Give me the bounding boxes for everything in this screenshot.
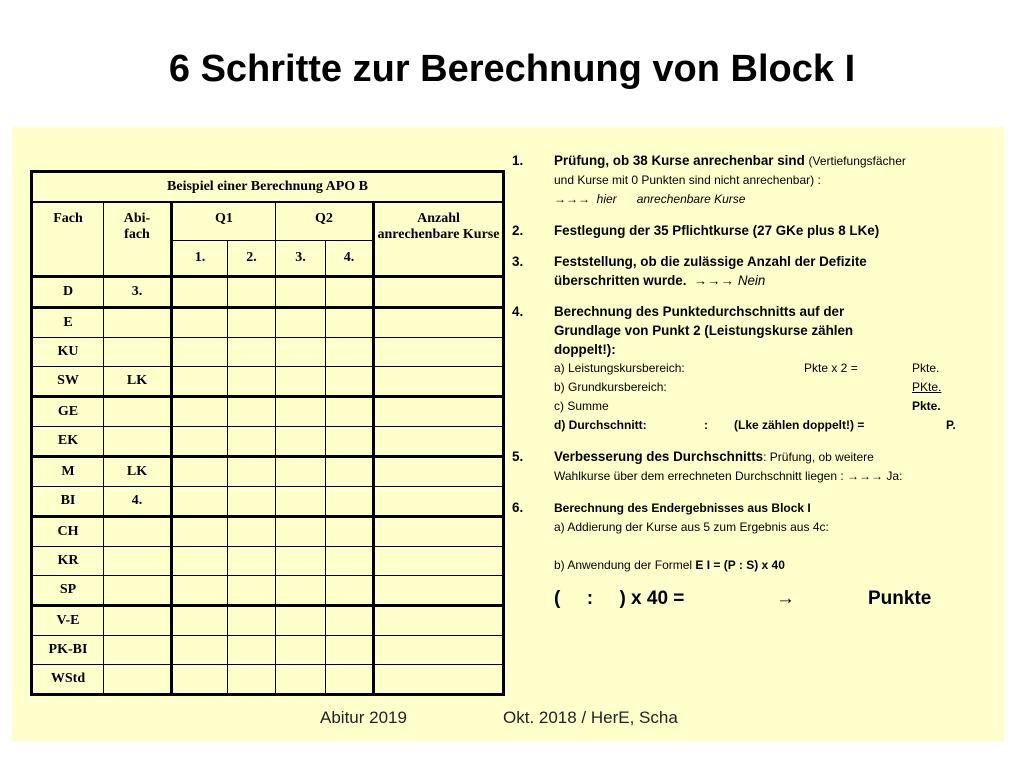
step-4c (512, 397, 1002, 416)
step-3 (512, 252, 1002, 271)
slide-title: 6 Schritte zur Berechnung von Block I (168, 48, 856, 90)
table-row (32, 636, 504, 665)
steps-list (512, 151, 1002, 608)
step-5-answer: Ja: (886, 469, 903, 483)
anzahl-cell (374, 487, 504, 517)
fach-cell: KU (32, 338, 104, 367)
step-1-heading: Prüfung, ob 38 Kurse anrechenbar sind (554, 153, 805, 168)
arrow-right-icon: → (776, 588, 795, 609)
step-6-heading: Berechnung des Endergebnisses aus Block I (554, 501, 811, 515)
fach-cell: BI (32, 487, 104, 517)
step-1-detail (512, 171, 1002, 190)
step-number: 5. (512, 449, 524, 464)
table-row (32, 547, 504, 576)
step-1-anrechenbare: anrechenbare Kurse (636, 192, 746, 206)
table-row (32, 367, 504, 397)
anzahl-cell (374, 338, 504, 367)
step-5-line2: Wahlkurse über dem errechneten Durchschnitt liegen : (554, 469, 844, 483)
anzahl-cell (374, 277, 504, 308)
abi-fach-cell: LK (104, 367, 172, 397)
step-4-line1: Berechnung des Punktedurchschnitts auf der (554, 304, 845, 319)
q1-2-cell (228, 277, 276, 308)
fach-cell: M (32, 457, 104, 487)
fach-cell: WStd (32, 665, 104, 695)
table-row (32, 487, 504, 517)
step-5-line2-row (512, 467, 1002, 486)
step-5-heading: Verbesserung des Durchschnitts (554, 449, 764, 464)
fach-cell: D (32, 277, 104, 308)
q2-3-cell (276, 457, 326, 487)
q2-4-cell (326, 427, 374, 457)
q1-1-cell (172, 427, 228, 457)
step-4a-end: Pkte. (912, 361, 940, 375)
anzahl-cell (374, 397, 504, 427)
q1-1-cell (172, 397, 228, 427)
q2-3-cell (276, 547, 326, 576)
q1-1-cell (172, 367, 228, 397)
q2-3-cell (276, 427, 326, 457)
table-caption: Beispiel einer Berechnung APO B (32, 172, 504, 203)
step-number: 2. (512, 223, 524, 238)
step-4d-colon: : (704, 418, 708, 432)
q1-1-cell (172, 665, 228, 695)
anzahl-cell (374, 308, 504, 338)
q1-1-cell (172, 338, 228, 367)
arrows-icon: →→→ (847, 469, 884, 483)
final-unit: Punkte (868, 588, 932, 609)
abi-fach-cell: LK (104, 457, 172, 487)
anzahl-cell (374, 636, 504, 665)
q1-2-cell (228, 427, 276, 457)
anzahl-cell (374, 665, 504, 695)
step-4-line2: Grundlage von Punkt 2 (Leistungskurse zählen (554, 323, 854, 338)
q1-2-cell (228, 606, 276, 636)
q2-4-cell (326, 606, 374, 636)
step-1-hier: hier (596, 192, 617, 206)
step-number: 3. (512, 254, 524, 269)
step-4b-label: b) Grundkursbereich: (554, 380, 667, 394)
q2-4-cell (326, 576, 374, 606)
q2-3-cell (276, 606, 326, 636)
step-4d-mid: (Lke zählen doppelt!) = (734, 418, 865, 432)
step-4d (512, 416, 1002, 435)
apo-b-example-table (30, 170, 505, 696)
footer-right: Okt. 2018 / HerE, Scha (503, 708, 678, 727)
table-row (32, 397, 504, 427)
step-5 (512, 447, 1002, 467)
anzahl-cell (374, 576, 504, 606)
step-3-line1: Feststellung, ob die zulässige Anzahl der Defizite (554, 254, 867, 269)
abi-fach-cell (104, 665, 172, 695)
fach-cell: CH (32, 517, 104, 547)
step-1-colon: : (817, 173, 821, 187)
anzahl-cell (374, 517, 504, 547)
sub-header: 1. (172, 241, 228, 277)
q1-1-cell (172, 636, 228, 665)
col-header-q1: Q1 (172, 202, 276, 241)
step-1-note: (Vertiefungsfächer (808, 154, 906, 168)
anzahl-cell (374, 367, 504, 397)
table-row (32, 665, 504, 695)
step-1 (512, 151, 1002, 171)
q1-2-cell (228, 487, 276, 517)
table-row (32, 576, 504, 606)
step-6a: a) Addierung der Kurse aus 5 zum Ergebnis aus 4c: (554, 520, 829, 534)
step-4b-end: PKte. (912, 380, 942, 394)
anzahl-cell (374, 547, 504, 576)
q2-3-cell (276, 338, 326, 367)
arrows-icon: →→→ (554, 192, 590, 206)
abi-fach-cell (104, 427, 172, 457)
q2-4-cell (326, 397, 374, 427)
step-4b (512, 378, 1002, 397)
abi-fach-cell (104, 517, 172, 547)
q1-2-cell (228, 338, 276, 367)
q2-3-cell (276, 277, 326, 308)
q2-4-cell (326, 636, 374, 665)
step-4d-end: P. (946, 418, 956, 432)
q2-3-cell (276, 308, 326, 338)
step-4-line3: doppelt!): (554, 342, 616, 357)
q2-4-cell (326, 277, 374, 308)
abi-fach-cell (104, 576, 172, 606)
table-row (32, 517, 504, 547)
step-4a-label: a) Leistungskursbereich: (554, 361, 685, 375)
step-number: 6. (512, 500, 524, 515)
q1-1-cell (172, 547, 228, 576)
q1-1-cell (172, 576, 228, 606)
step-2 (512, 221, 1002, 240)
q2-3-cell (276, 517, 326, 547)
step-4c-label: c) Summe (554, 399, 609, 413)
step-4 (512, 302, 1002, 321)
anzahl-cell (374, 606, 504, 636)
q1-1-cell (172, 457, 228, 487)
q1-2-cell (228, 308, 276, 338)
table-row (32, 427, 504, 457)
arrows-icon: →→→ (693, 273, 735, 288)
col-header-q2: Q2 (276, 202, 374, 241)
abi-fach-cell (104, 338, 172, 367)
step-4a (512, 359, 1002, 378)
q1-1-cell (172, 308, 228, 338)
table-row (32, 606, 504, 636)
col-header-abi-fach: Abi- fach (104, 202, 172, 277)
q1-2-cell (228, 367, 276, 397)
q1-2-cell (228, 547, 276, 576)
step-4d-label: d) Durchschnitt: (554, 418, 647, 432)
q1-2-cell (228, 457, 276, 487)
q1-1-cell (172, 517, 228, 547)
q2-3-cell (276, 367, 326, 397)
table-row (32, 338, 504, 367)
abi-fach-cell (104, 547, 172, 576)
q2-4-cell (326, 338, 374, 367)
q1-1-cell (172, 606, 228, 636)
col-header-anzahl: Anzahl anrechenbare Kurse (374, 202, 504, 277)
step-3-answer: Nein (737, 273, 766, 288)
step-1-note2: und Kurse mit 0 Punkten sind nicht anrechenbar) (554, 173, 815, 187)
step-3-line2-row (512, 271, 1002, 290)
abi-fach-cell (104, 308, 172, 338)
anzahl-cell (374, 457, 504, 487)
sub-header: 3. (276, 241, 326, 277)
fach-cell: PK-BI (32, 636, 104, 665)
q1-2-cell (228, 576, 276, 606)
q2-3-cell (276, 636, 326, 665)
table-row (32, 308, 504, 338)
q2-4-cell (326, 487, 374, 517)
step-1-result (512, 190, 1002, 209)
q2-4-cell (326, 517, 374, 547)
q1-1-cell (172, 277, 228, 308)
q1-1-cell (172, 487, 228, 517)
fach-cell: E (32, 308, 104, 338)
sub-header: 2. (228, 241, 276, 277)
q1-2-cell (228, 397, 276, 427)
q2-4-cell (326, 308, 374, 338)
sub-header: 4. (326, 241, 374, 277)
q1-2-cell (228, 517, 276, 547)
q2-4-cell (326, 665, 374, 695)
step-3-line2: überschritten wurde. (554, 273, 687, 288)
q2-4-cell (326, 367, 374, 397)
step-6b-pre: b) Anwendung der Formel (554, 558, 693, 572)
fach-cell: KR (32, 547, 104, 576)
step-4a-mid: Pkte x 2 = (804, 361, 858, 375)
q1-2-cell (228, 636, 276, 665)
final-formula: ( : ) x 40 = (554, 588, 685, 609)
abi-fach-cell (104, 606, 172, 636)
step-number: 4. (512, 304, 524, 319)
footer-left: Abitur 2019 (320, 708, 407, 727)
q2-3-cell (276, 576, 326, 606)
q2-3-cell (276, 397, 326, 427)
table-row (32, 457, 504, 487)
final-formula-row (512, 589, 1002, 608)
col-header-fach: Fach (32, 202, 104, 277)
step-number: 1. (512, 153, 524, 168)
fach-cell: EK (32, 427, 104, 457)
q2-4-cell (326, 547, 374, 576)
abi-fach-cell (104, 397, 172, 427)
q2-4-cell (326, 457, 374, 487)
q2-3-cell (276, 665, 326, 695)
step-6b-formula: E I = (P : S) x 40 (695, 558, 785, 572)
fach-cell: SW (32, 367, 104, 397)
table-row (32, 277, 504, 308)
abi-fach-cell: 4. (104, 487, 172, 517)
fach-cell: SP (32, 576, 104, 606)
step-4c-end: Pkte. (912, 399, 941, 413)
step-5-rest: : Prüfung, ob weitere (763, 450, 874, 464)
table-body (32, 277, 504, 695)
step-6 (512, 498, 1002, 518)
abi-fach-cell: 3. (104, 277, 172, 308)
fach-cell: GE (32, 397, 104, 427)
abi-fach-cell (104, 636, 172, 665)
q1-2-cell (228, 665, 276, 695)
step-2-heading: Festlegung der 35 Pflichtkurse (27 GKe plus 8 LKe) (554, 223, 880, 238)
step-6b (512, 556, 1002, 575)
anzahl-cell (374, 427, 504, 457)
q2-3-cell (276, 487, 326, 517)
fach-cell: V-E (32, 606, 104, 636)
